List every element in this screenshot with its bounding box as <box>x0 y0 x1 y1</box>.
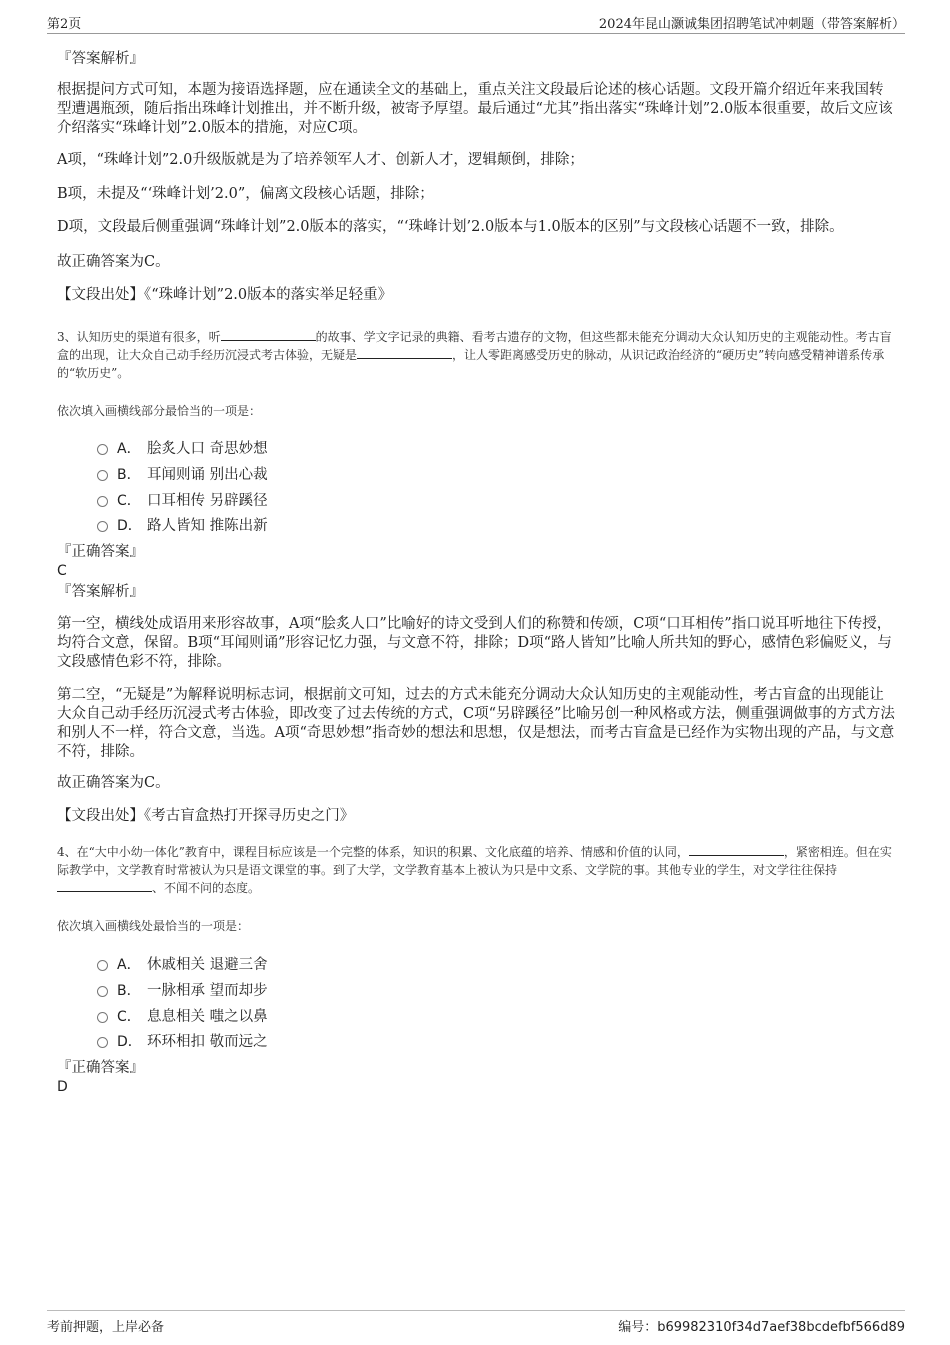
q2-analysis-option-d: D项，文段最后侧重强调“珠峰计划”2.0版本的落实，“‘珠峰计划’2.0版本与1.0版本的区别”与文段核心话题不一致，排除。 <box>57 219 844 235</box>
q2-analysis-option-b: B项，未提及“‘珠峰计划’2.0”，偏离文段核心话题，排除； <box>57 186 434 202</box>
footer-slogan: 考前押题，上岸必备 <box>47 1320 165 1335</box>
radio-icon[interactable] <box>97 986 108 997</box>
q3-option-a[interactable]: A． 脍炙人口 奇思妙想 <box>97 437 268 458</box>
page-footer <box>47 1310 905 1340</box>
q3-option-d[interactable]: D． 路人皆知 推陈出新 <box>97 514 268 535</box>
q4-blank-1 <box>689 843 784 856</box>
q3-option-b[interactable]: B． 耳闻则诵 别出心裁 <box>97 463 268 484</box>
q3-prompt: 依次填入画横线部分最恰当的一项是： <box>57 404 262 418</box>
radio-icon[interactable] <box>97 1012 108 1023</box>
q4-option-c[interactable]: C． 息息相关 嗤之以鼻 <box>97 1005 268 1026</box>
q3-stem: 3、认知历史的渠道有很多，听 的故事、学文字记录的典籍、看考古遗存的文物，但这些都未能充分调动大众认知历史的主观能动性。考古盲盒的出现，让大众自己动手经历沉浸式考古体验，无疑是 ，让人零距离感受历史的脉动，从识记政治经济的“硬历史”转向感受精神谱系传承的“软历史”。 <box>57 330 892 380</box>
q3-analysis-para2: 第二空，“无疑是”为解释说明标志词，根据前文可知，过去的方式未能充分调动大众认知历史的主观能动性，考古盲盒的出现能让大众自己动手经历沉浸式考古体验，即改变了过去传统的方式，C项“另辟蹊径”比喻另创一种风格或方法，侧重强调做事的方式方法和别人不一样，符合文意，当选。A项“奇思妙想”指奇妙的想法和思想，仅是想法，而考古盲盒是已经作为实物出现的产品，与文意不符，排除。 <box>57 687 895 760</box>
page-number: 第2页 <box>47 17 82 32</box>
q2-source: 【文段出处】《“珠峰计划”2.0版本的落实举足轻重》 <box>57 287 393 303</box>
document-id: 编号：b69982310f34d7aef38bcdefbf566d89 <box>618 1320 905 1335</box>
radio-icon[interactable] <box>97 444 108 455</box>
q3-source: 【文段出处】《考古盲盒热打开探寻历史之门》 <box>57 808 355 824</box>
q3-blank-1 <box>221 328 316 341</box>
q4-option-b[interactable]: B． 一脉相承 望而却步 <box>97 979 268 1000</box>
radio-icon[interactable] <box>97 470 108 481</box>
q3-option-c[interactable]: C． 口耳相传 另辟蹊径 <box>97 489 268 510</box>
q4-option-d[interactable]: D． 环环相扣 敬而远之 <box>97 1030 268 1051</box>
q4-stem: 4、在“大中小幼一体化”教育中，课程目标应该是一个完整的体系，知识的积累、文化底蕴的培养、情感和价值的认同， ，紧密相连。但在实际教学中，文学教育时常被认为只是语文课堂的事。到了大学，文学教育基本上被认为只是中文系、文学院的事。其他专业的学生，对文学往往保持、不闻不问的态度。 <box>57 845 892 895</box>
radio-icon[interactable] <box>97 496 108 507</box>
q4-blank-2 <box>57 879 152 892</box>
q4-prompt: 依次填入画横线处最恰当的一项是： <box>57 919 250 933</box>
q3-analysis-para1: 第一空，横线处成语用来形容故事，A项“脍炙人口”比喻好的诗文受到人们的称赞和传颂，C项“口耳相传”指口说耳听地往下传授，均符合文意，保留。B项“耳闻则诵”形容记忆力强，与文意不符，排除；D项“路人皆知”比喻人所共知的野心，感情色彩偏贬义，与文段感情色彩不符，排除。 <box>57 616 892 670</box>
q3-correct-label: 『正确答案』 <box>57 544 144 560</box>
radio-icon[interactable] <box>97 521 108 532</box>
q3-correct-answer: C <box>57 563 67 579</box>
q3-conclusion: 故正确答案为C。 <box>57 775 170 791</box>
q3-analysis-label: 『答案解析』 <box>57 584 144 600</box>
document-title: 2024年昆山灏诚集团招聘笔试冲刺题（带答案解析） <box>598 17 905 32</box>
page-header <box>47 13 905 34</box>
q4-correct-answer: D <box>57 1079 68 1095</box>
q2-conclusion: 故正确答案为C。 <box>57 254 170 270</box>
q2-analysis-label: 『答案解析』 <box>57 51 144 67</box>
q4-correct-label: 『正确答案』 <box>57 1060 144 1076</box>
q2-analysis-option-a: A项，“珠峰计划”2.0升级版就是为了培养领军人才、创新人才，逻辑颠倒，排除； <box>57 152 584 168</box>
q3-blank-2 <box>357 346 452 359</box>
radio-icon[interactable] <box>97 960 108 971</box>
q2-analysis-para1: 根据提问方式可知，本题为接语选择题，应在通读全文的基础上，重点关注文段最后论述的核心话题。文段开篇介绍近年来我国转型遭遇瓶颈，随后指出珠峰计划推出，并不断升级，被寄予厚望。最后通过“尤其”指出落实“珠峰计划”2.0版本很重要，故后文应该介绍落实“珠峰计划”2.0版本的措施，对应C项。 <box>57 82 893 136</box>
radio-icon[interactable] <box>97 1037 108 1048</box>
q4-option-a[interactable]: A． 休戚相关 退避三舍 <box>97 953 268 974</box>
